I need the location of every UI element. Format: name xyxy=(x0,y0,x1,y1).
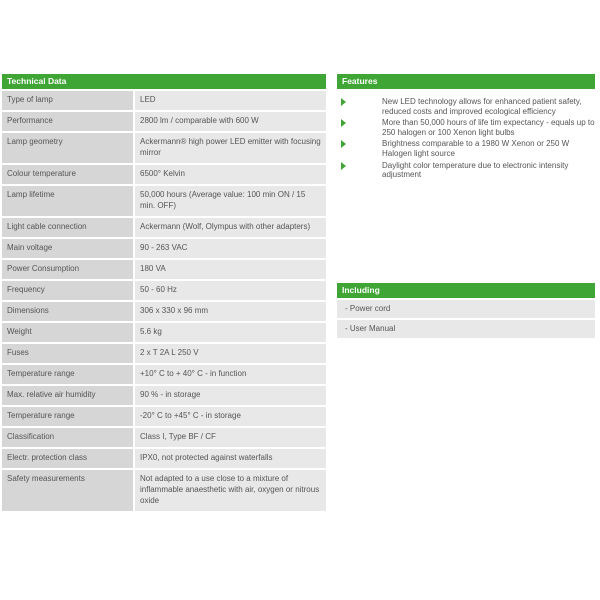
spec-row xyxy=(2,111,326,132)
spec-value: LED xyxy=(134,90,326,111)
spec-row xyxy=(2,217,326,238)
spec-row xyxy=(2,301,326,322)
spec-row xyxy=(2,385,326,406)
spec-row xyxy=(2,406,326,427)
including-section xyxy=(337,283,595,338)
bullet-arrow-icon xyxy=(341,119,346,127)
spec-label: Lamp lifetime xyxy=(2,185,134,217)
spec-row xyxy=(2,238,326,259)
spec-row xyxy=(2,427,326,448)
spec-value: 90 % - in storage xyxy=(134,385,326,406)
features-list xyxy=(337,97,595,180)
spec-value: 2 x T 2A L 250 V xyxy=(134,343,326,364)
spec-value: 90 - 263 VAC xyxy=(134,238,326,259)
spec-label: Main voltage xyxy=(2,238,134,259)
spec-value: 50 - 60 Hz xyxy=(134,280,326,301)
spec-row xyxy=(2,469,326,511)
bullet-arrow-icon xyxy=(341,98,346,106)
spec-label: Dimensions xyxy=(2,301,134,322)
spec-value: Not adapted to a use close to a mixture of inflammable anaesthetic with air, oxygen or nitrous oxide xyxy=(134,469,326,511)
technical-data-header: Technical Data xyxy=(2,74,326,89)
features-header: Features xyxy=(337,74,595,89)
spec-row xyxy=(2,322,326,343)
features-section xyxy=(337,74,595,182)
spec-value: -20° C to +45° C - in storage xyxy=(134,406,326,427)
spec-label: Frequency xyxy=(2,280,134,301)
spec-value: 50,000 hours (Average value: 100 min ON / 15 min. OFF) xyxy=(134,185,326,217)
spec-value: 180 VA xyxy=(134,259,326,280)
spec-label: Power Consumption xyxy=(2,259,134,280)
feature-item xyxy=(337,161,595,180)
feature-item xyxy=(337,97,595,116)
spec-value: Ackermann (Wolf, Olympus with other adapters) xyxy=(134,217,326,238)
spec-row xyxy=(2,185,326,217)
including-item: - User Manual xyxy=(337,318,595,338)
technical-data-body xyxy=(2,90,326,511)
spec-row xyxy=(2,132,326,164)
spec-row xyxy=(2,164,326,185)
technical-data-section xyxy=(2,74,326,511)
spec-row xyxy=(2,90,326,111)
including-item: - Power cord xyxy=(337,298,595,318)
spec-value: Ackermann® high power LED emitter with focusing mirror xyxy=(134,132,326,164)
spec-label: Safety measurements xyxy=(2,469,134,511)
feature-item xyxy=(337,118,595,137)
spec-row xyxy=(2,343,326,364)
spec-value: 5.6 kg xyxy=(134,322,326,343)
feature-text: Brightness comparable to a 1980 W Xenon or 250 W Halogen light source xyxy=(382,139,570,158)
spec-label: Weight xyxy=(2,322,134,343)
spec-row xyxy=(2,259,326,280)
including-list xyxy=(337,298,595,338)
spec-label: Temperature range xyxy=(2,406,134,427)
spec-label: Colour temperature xyxy=(2,164,134,185)
spec-label: Light cable connection xyxy=(2,217,134,238)
feature-text: Daylight color temperature due to electronic intensity adjustment xyxy=(382,160,569,180)
technical-data-table xyxy=(2,89,326,511)
spec-value: Class I, Type BF / CF xyxy=(134,427,326,448)
spec-label: Type of lamp xyxy=(2,90,134,111)
feature-text: More than 50,000 hours of life tim expectancy - equals up to 250 halogen or 100 Xenon light bulbs xyxy=(382,118,595,137)
spec-value: 306 x 330 x 96 mm xyxy=(134,301,326,322)
spec-row xyxy=(2,448,326,469)
spec-value: IPX0, not protected against waterfalls xyxy=(134,448,326,469)
spec-label: Electr. protection class xyxy=(2,448,134,469)
spec-value: +10° C to + 40° C - in function xyxy=(134,364,326,385)
feature-item xyxy=(337,139,595,158)
spec-value: 6500° Kelvin xyxy=(134,164,326,185)
spec-label: Performance xyxy=(2,111,134,132)
spec-label: Lamp geometry xyxy=(2,132,134,164)
spec-row xyxy=(2,364,326,385)
feature-text: New LED technology allows for enhanced patient safety, reduced costs and improved ecological efficiency xyxy=(382,97,582,116)
bullet-arrow-icon xyxy=(341,140,346,148)
spec-label: Classification xyxy=(2,427,134,448)
spec-row xyxy=(2,280,326,301)
spec-label: Max. relative air humidity xyxy=(2,385,134,406)
spec-value: 2800 lm / comparable with 600 W xyxy=(134,111,326,132)
including-header: Including xyxy=(337,283,595,298)
spec-label: Fuses xyxy=(2,343,134,364)
bullet-arrow-icon xyxy=(341,162,346,170)
spec-label: Temperature range xyxy=(2,364,134,385)
